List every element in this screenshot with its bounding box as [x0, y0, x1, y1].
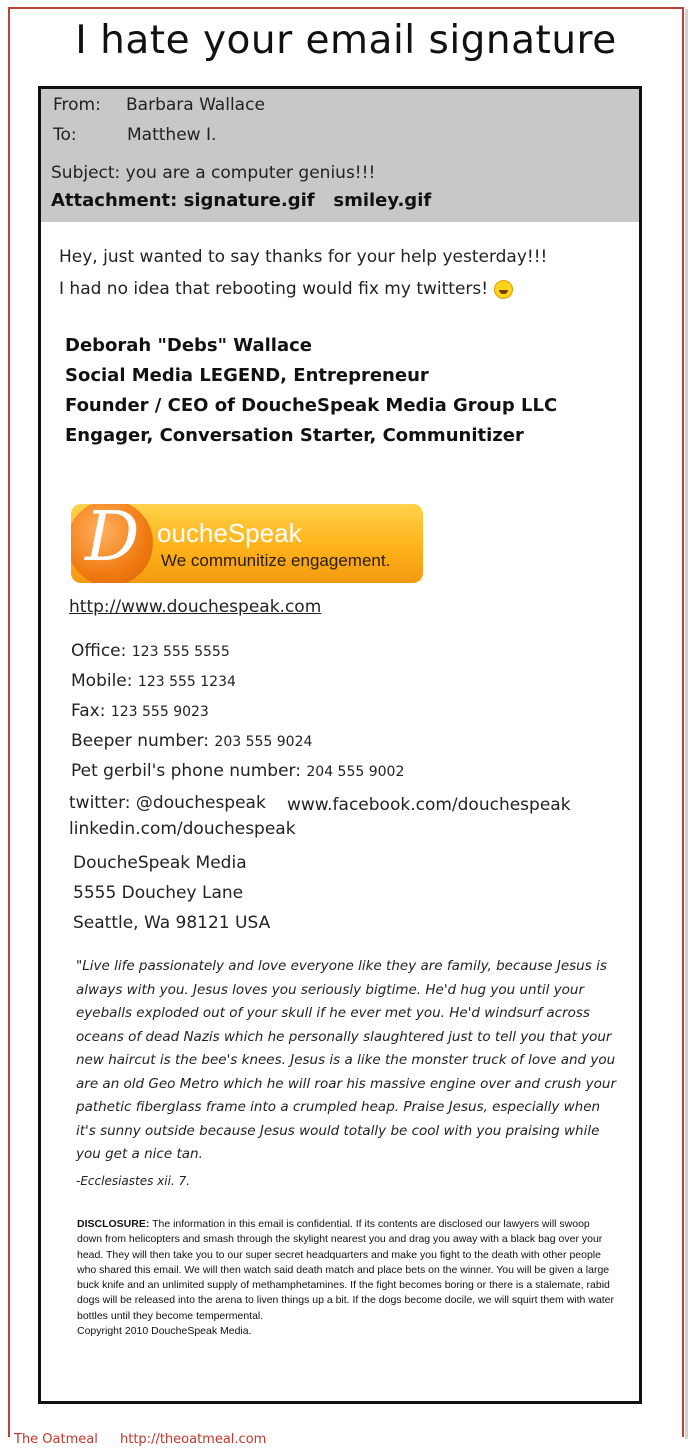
signature-role-3: Engager, Conversation Starter, Communitizer — [65, 425, 524, 446]
disclosure-text: The information in this email is confidential. If its contents are disclosed our lawyers will swoop down from helicopters and smash through the skylight nearest you and drag you away with a black bag over your head. They will then take you to our super secret headquarters and make you fight to the death with other people who shared this email. We will then watch said death match and place bets on the winner. You will be given a large buck knife and an unlimited supply of methamphetamines. If the fight becomes boring or there is a stalemate, rabid dogs will be released into the arena to liven things up a bit. If the dogs become docile, we will squirt them with water bottles until they become tempermental. — [77, 1218, 614, 1322]
gerbil-line — [71, 761, 404, 781]
beeper-label: Beeper number: — [71, 731, 210, 751]
office-line — [71, 641, 230, 661]
footer-brand[interactable]: The Oatmeal — [14, 1432, 98, 1447]
copyright-text: Copyright 2010 DoucheSpeak Media. — [77, 1325, 252, 1338]
smiley-icon — [494, 280, 513, 299]
facebook-link[interactable]: www.facebook.com/douchespeak — [287, 795, 571, 815]
logo-tagline: We communitize engagement. — [161, 551, 391, 570]
email-panel — [38, 86, 642, 1404]
from-value: Barbara Wallace — [126, 95, 265, 115]
office-label: Office: — [71, 641, 127, 661]
mobile-line — [71, 671, 236, 691]
disclosure-block — [77, 1217, 617, 1339]
from-label: From: — [53, 95, 101, 115]
twitter-handle[interactable]: twitter: @douchespeak — [69, 793, 266, 813]
footer-url[interactable]: http://theoatmeal.com — [120, 1432, 267, 1447]
mobile-value: 123 555 1234 — [137, 674, 236, 690]
to-value: Matthew I. — [127, 125, 217, 145]
website-link[interactable]: http://www.douchespeak.com — [69, 597, 322, 617]
office-value: 123 555 5555 — [131, 644, 230, 660]
address-street: 5555 Douchey Lane — [73, 883, 244, 903]
email-body-line2-text: I had no idea that rebooting would fix my twitters! — [59, 279, 489, 299]
gerbil-label: Pet gerbil's phone number: — [71, 761, 301, 781]
email-body-line2 — [59, 279, 513, 299]
address-company: DoucheSpeak Media — [73, 853, 247, 873]
logo-name-part2: Speak — [227, 518, 302, 548]
to-label: To: — [53, 125, 77, 145]
disclosure-label: DISCLOSURE: — [77, 1218, 150, 1230]
douchespeak-logo[interactable] — [71, 504, 423, 583]
beeper-value: 203 555 9024 — [214, 734, 313, 750]
logo-wordmark — [157, 518, 302, 549]
beeper-line — [71, 731, 312, 751]
logo-name-part1: ouche — [157, 518, 228, 548]
mobile-label: Mobile: — [71, 671, 133, 691]
signature-quote: "Live life passionately and love everyone like they are family, because Jesus is always with you. Jesus loves you seriously bigtime. He'd hug you until your eyeballs exploded out of your skull if he ever met you. He'd windsurf across oceans of dead Nazis which he personally slaughtered just to tell you that your new haircut is the bee's knees. Jesus is a like the monster truck of love and you are an old Geo Metro which he will roar his massive engine over and crush your pathetic fiberglass frame into a crumpled heap. Praise Jesus, especially when it's sunny outside because Jesus would totally be cool with you praising while you get a nice tan. — [76, 958, 616, 1162]
signature-role-1: Social Media LEGEND, Entrepreneur — [65, 365, 429, 386]
logo-letter: D — [85, 504, 140, 577]
subject-line: Subject: you are a computer genius!!! — [51, 163, 376, 183]
quote-citation: -Ecclesiastes xii. 7. — [76, 1174, 191, 1188]
signature-name: Deborah "Debs" Wallace — [65, 335, 312, 356]
fax-line — [71, 701, 209, 721]
email-body-line1: Hey, just wanted to say thanks for your help yesterday!!! — [59, 247, 548, 267]
linkedin-link[interactable]: linkedin.com/douchespeak — [69, 819, 296, 839]
gerbil-value: 204 555 9002 — [306, 764, 405, 780]
fax-label: Fax: — [71, 701, 106, 721]
comic-title: I hate your email signature — [75, 18, 617, 63]
signature-role-2: Founder / CEO of DoucheSpeak Media Group LLC — [65, 395, 558, 416]
attachment-line[interactable]: Attachment: signature.gif smiley.gif — [51, 190, 432, 211]
address-city: Seattle, Wa 98121 USA — [73, 913, 271, 933]
email-header — [41, 89, 639, 222]
fax-value: 123 555 9023 — [110, 704, 209, 720]
